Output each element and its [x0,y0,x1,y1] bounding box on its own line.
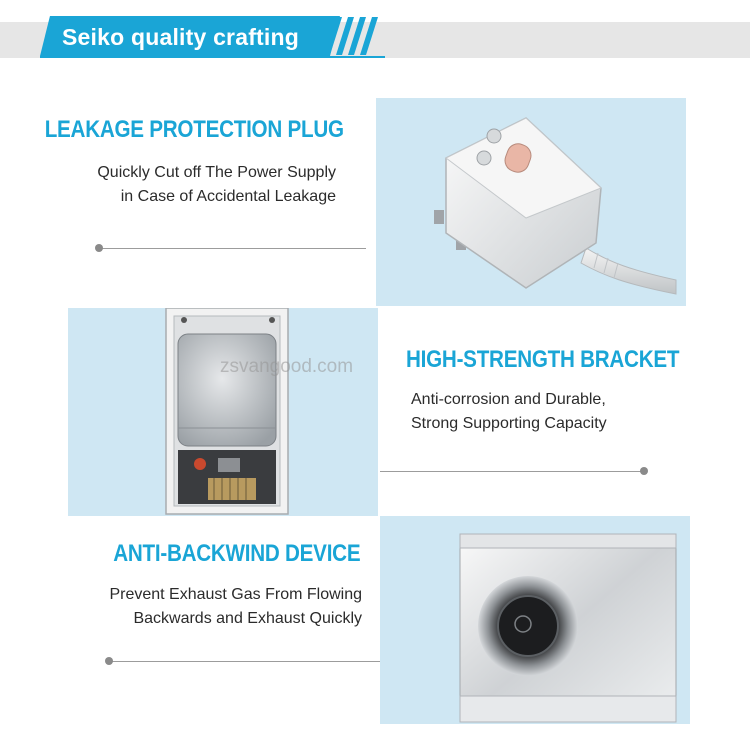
feature-desc-leakage [97,161,336,209]
plug-image-panel [376,98,686,306]
feature-desc-line: Prevent Exhaust Gas From Flowing [109,586,362,603]
exhaust-vent-image [380,516,690,724]
divider-dot [105,657,113,665]
feature-desc-line: Backwards and Exhaust Quickly [133,610,362,627]
feature-desc-antibackwind [109,583,362,631]
divider-line [380,471,644,472]
feature-desc-line: Strong Supporting Capacity [411,415,607,432]
header-title: Seiko quality crafting [62,24,300,50]
exhaust-image-panel [380,516,690,724]
divider-dot [95,244,103,252]
header-stripes-icon [322,17,382,55]
feature-heading-bracket: HIGH-STRENGTH BRACKET [406,346,680,373]
feature-heading-antibackwind: ANTI-BACKWIND DEVICE [112,540,360,567]
divider-line [100,248,366,249]
watermark-text: zsvangood.com [220,356,354,377]
feature-desc-bracket [411,388,607,436]
feature-desc-line: Quickly Cut off The Power Supply [97,164,336,181]
feature-desc-line: Anti-corrosion and Durable, [411,391,606,408]
water-heater-bracket-image [68,308,378,516]
leakage-plug-image [376,98,686,306]
feature-desc-line: in Case of Accidental Leakage [120,188,336,205]
feature-heading-leakage: LEAKAGE PROTECTION PLUG [44,116,344,143]
header-underline [40,56,385,58]
divider-line [110,661,380,662]
bracket-image-panel [68,308,378,516]
divider-dot [640,467,648,475]
